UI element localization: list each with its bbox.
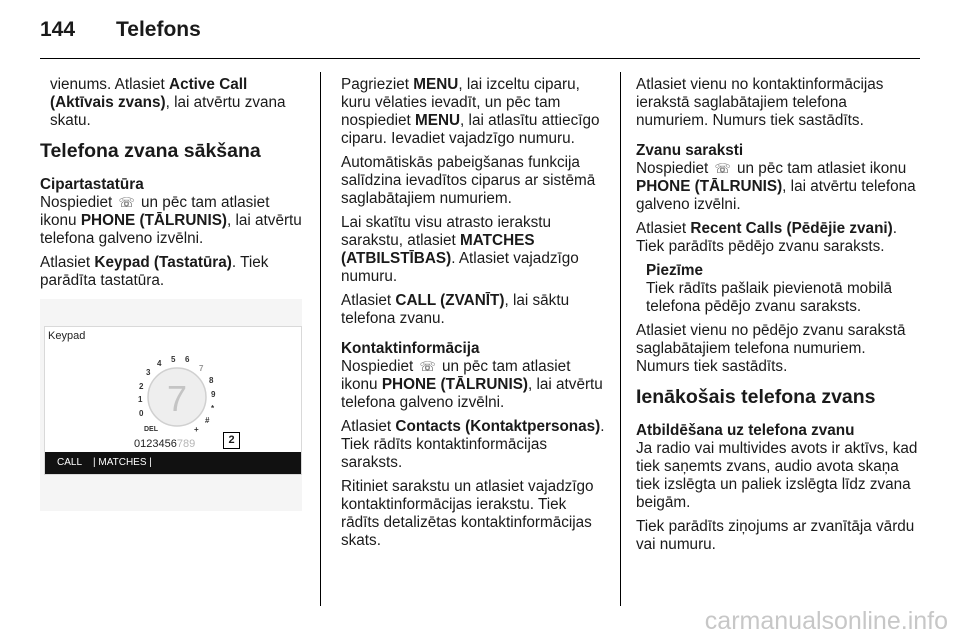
section-title: Telefona zvana sākšana [40,140,261,162]
answer-paragraph-2: Tiek parādīts ziņojums ar zvanītāja vārdu vai numuru. [636,518,915,553]
menu-term: MENU [413,76,459,93]
note-text: Tiek rādīts pašlaik pievienotā mobilā telefona pēdējo zvanu saraksts. [646,280,893,315]
digit-star: * [211,404,215,413]
column-2 [341,76,606,556]
text: Nospiediet [341,358,418,375]
text: Pagrieziet [341,76,414,93]
contacts-paragraph-3: Ritiniet sarakstu un atlasiet vajadzīgo kontaktinformācijas ierakstu. Tiek rādīts detalizētas kontaktinformācijas skats. [341,478,594,549]
chapter-title: Telefons [116,18,201,41]
phone-icon: ☏ [118,195,135,210]
digit-hash: # [205,416,210,425]
incoming-call-title: Ienākošais telefona zvans [636,386,876,408]
text: , lai atvērtu telefona galveno izvēlni. [40,212,302,247]
keypad-paragraph-2 [40,254,302,290]
text: . Tiek rādīts kontaktinformācijas saraksts. [341,418,605,471]
call-lists-paragraph-1 [636,160,921,214]
digit-5: 5 [171,355,176,364]
text: vienums. Atlasiet [50,76,170,93]
text: . Tiek parādīts pēdējo zvanu saraksts. [636,220,898,255]
digit-9: 9 [211,390,216,399]
page-header [40,18,201,42]
digit-1: 1 [138,395,143,404]
autocomplete-paragraph: Automātiskās pabeigšanas funkcija salīdzina ievadītos ciparus ar sistēmā saglabātajiem numuriem. [341,154,596,207]
call-lists-heading: Zvanu saraksti [636,142,744,159]
call-paragraph [341,292,606,328]
note-block [646,262,921,316]
text: . Tiek parādīta tastatūra. [40,254,269,289]
watermark: carmanualsonline.info [704,607,948,635]
phone-icon: ☏ [714,161,731,176]
text: Atlasiet [40,254,95,271]
keypad-paragraph-1 [40,194,302,248]
digit-2: 2 [139,382,144,391]
column-divider [320,72,321,606]
digit-7: 7 [199,364,204,373]
text: Nospiediet [40,194,117,211]
answer-heading: Atbildēšana uz telefona zvanu [636,422,855,439]
keypad-screen [44,326,302,475]
call-button: CALL [57,457,83,468]
entered-number: 0123456789 [134,438,196,450]
text: . Atlasiet vajadzīgo numuru. [341,250,579,285]
keypad-figure [40,299,302,511]
phone-term: PHONE (TĀLRUNIS) [381,376,528,393]
text: , lai atvērtu telefona galveno izvēlni. [341,376,603,411]
menu-paragraph [341,76,606,148]
digit-6: 6 [185,355,190,364]
contacts-paragraph-2 [341,418,606,472]
keypad-screen-title: Keypad [48,330,86,342]
digit-plus: + [194,425,199,434]
select-contact-paragraph: Atlasiet vienu no kontaktinformācijas ierakstā saglabātajiem telefona numuriem. Numurs tiek sastādīts. [636,76,884,129]
recent-calls-term: Recent Calls (Pēdējie zvani) [690,220,893,237]
matches-paragraph [341,214,606,286]
call-term: CALL (ZVANĪT) [395,292,505,309]
note-heading: Piezīme [646,262,703,279]
contacts-term: Contacts (Kontaktpersonas) [395,418,601,435]
text: , lai atlasītu attiecīgo ciparu. Ievadiet vajadzīgo numuru. [341,112,600,147]
phone-term: PHONE (TĀLRUNIS) [636,178,783,195]
text: un pēc tam atlasiet ikonu [40,194,270,229]
contacts-paragraph-1 [341,358,606,412]
answer-paragraph-1: Ja radio vai multivides avots ir aktīvs, kad tiek saņemts zvans, audio avota skaņa tiek izslēgta un paliek izslēgta līdz zvana beigām. [636,440,918,511]
text: Nospiediet [636,160,713,177]
call-lists-paragraph-2 [636,220,921,256]
callout-marker: 2 [223,432,240,449]
text: un pēc tam atlasiet ikonu [732,160,907,177]
text: Lai skatītu visu atrasto ierakstu sarakstu, atlasiet [341,214,552,249]
digit-8: 8 [209,376,214,385]
text: , lai sāktu telefona zvanu. [341,292,570,327]
keypad-term: Keypad (Tastatūra) [94,254,232,271]
keypad-heading: Cipartastatūra [40,176,144,193]
select-recent-paragraph: Atlasiet vienu no pēdējo zvanu sarakstā saglabātajiem telefona numuriem. Numurs tiek sastādīts. [636,322,906,375]
page-number: 144 [40,18,76,41]
digit-0: 0 [139,409,144,418]
text: Atlasiet [636,220,691,237]
column-divider [620,72,621,606]
header-rule [40,58,920,59]
text: , lai atvērtu zvana skatu. [50,94,286,129]
menu-term: MENU [415,112,461,129]
phone-icon: ☏ [419,359,436,374]
text: Atlasiet [341,418,396,435]
text: un pēc tam atlasiet ikonu [341,358,571,393]
dial-center-digit: 7 [166,378,188,419]
column-1 [40,76,302,296]
text: , lai izceltu ciparu, kuru vēlaties ievadīt, un pēc tam nospiediet [341,76,580,129]
column-3 [636,76,921,560]
digit-3: 3 [146,368,151,377]
active-call-term: Active Call (Aktīvais zvans) [50,76,248,111]
text: Atlasiet [341,292,396,309]
digit-4: 4 [157,359,162,368]
contacts-heading: Kontaktinformācija [341,340,480,357]
matches-button: | MATCHES | [93,457,152,468]
text: , lai atvērtu telefona galveno izvēlni. [636,178,916,213]
phone-term: PHONE (TĀLRUNIS) [80,212,227,229]
del-key: DEL [144,426,158,433]
intro-paragraph [50,76,302,130]
matches-term: MATCHES (ATBILSTĪBAS) [341,232,535,267]
keypad-action-bar [45,452,301,474]
